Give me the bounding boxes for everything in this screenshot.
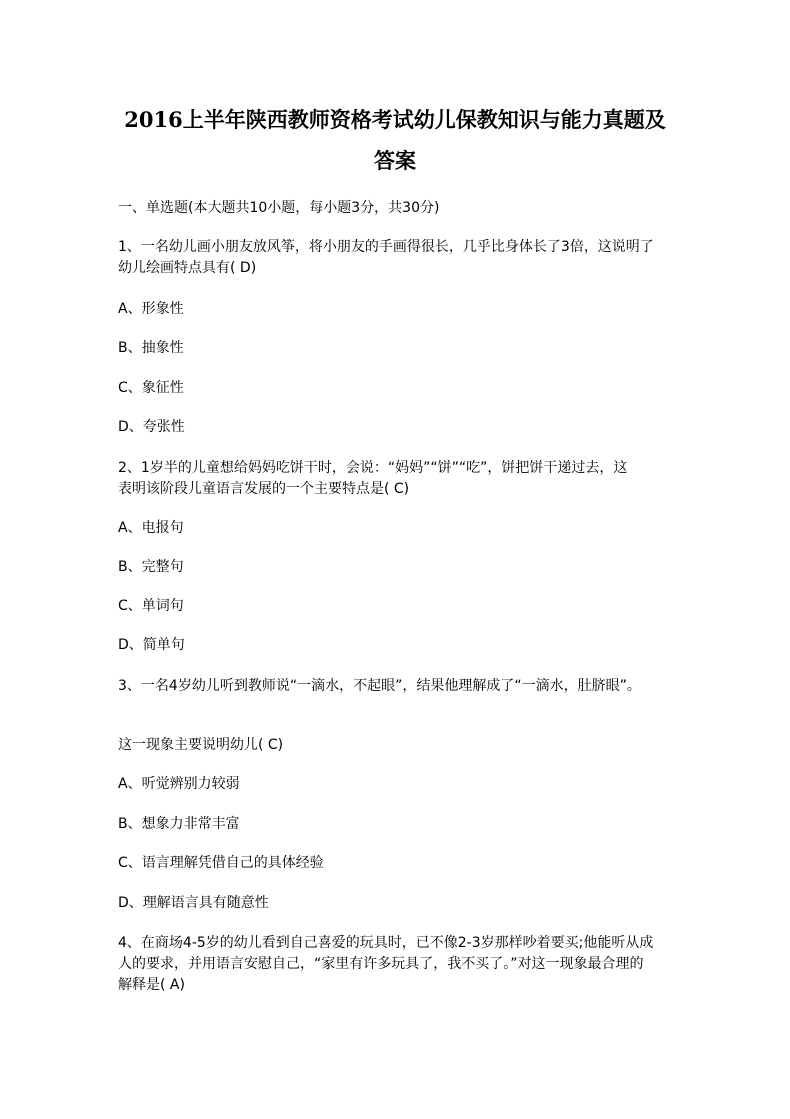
option: A、电报句: [118, 520, 184, 536]
option: C、语言理解凭借自己的具体经验: [118, 855, 324, 871]
question-text: 解释是( A): [118, 977, 185, 993]
option: C、象征性: [118, 380, 184, 396]
document-title-line-2: 答案: [374, 148, 416, 173]
question-text: 4、在商场4-5岁的幼儿看到自己喜爱的玩具时，已不像2-3岁那样吵着要买;他能听从成: [118, 935, 654, 951]
option: B、完整句: [118, 559, 184, 575]
question-text: 表明该阶段儿童语言发展的一个主要特点是( C): [118, 481, 410, 497]
question-1: [118, 237, 654, 279]
question-4: [118, 933, 653, 996]
question-text: 人的要求，并用语言安慰自己，“家里有许多玩具了，我不买了。”对这一现象最合理的: [118, 956, 644, 972]
question-text: 幼儿绘画特点具有( D): [118, 260, 257, 276]
question-text: 这一现象主要说明幼儿( C): [118, 737, 284, 753]
option: D、夸张性: [118, 419, 185, 435]
option: D、简单句: [118, 637, 185, 653]
option: A、形象性: [118, 301, 184, 317]
document-title-line-1: 2016上半年陕西教师资格考试幼儿保教知识与能力真题及: [124, 107, 666, 132]
option: B、想象力非常丰富: [118, 816, 240, 832]
option: B、抽象性: [118, 340, 184, 356]
question-text: 2、1岁半的儿童想给妈妈吃饼干时，会说：“妈妈”“饼”“吃”，饼把饼干递过去，这: [118, 460, 628, 476]
question-text: 1、一名幼儿画小朋友放风筝，将小朋友的手画得很长，几乎比身体长了3倍，这说明了: [118, 239, 654, 255]
section-heading: 一、单选题(本大题共10小题，每小题3分，共30分): [118, 200, 440, 216]
question-2: [118, 458, 627, 500]
question-text: 3、一名4岁幼儿听到教师说“一滴水，不起眼”，结果他理解成了“一滴水，肚脐眼”。: [118, 678, 641, 694]
question-3: [118, 676, 641, 697]
option: C、单词句: [118, 598, 184, 614]
option: A、听觉辨别力较弱: [118, 776, 240, 792]
option: D、理解语言具有随意性: [118, 895, 269, 911]
